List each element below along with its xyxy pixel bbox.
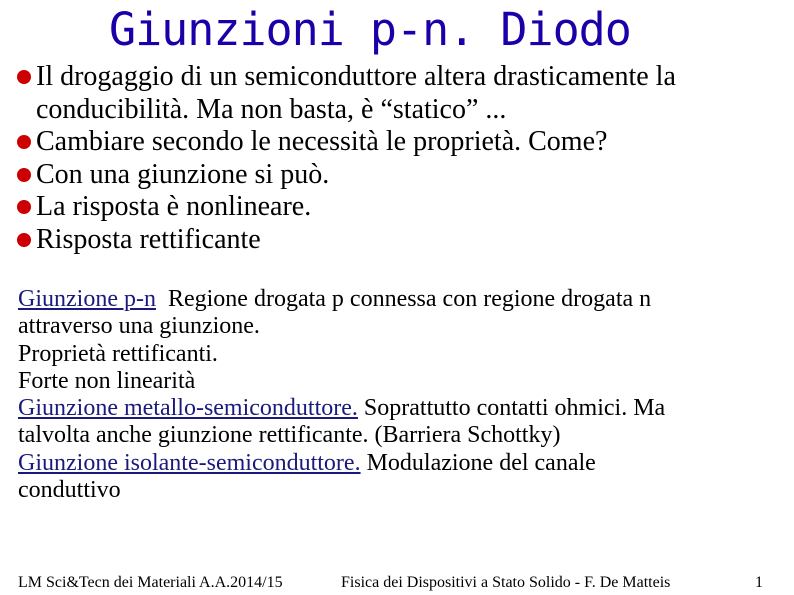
nonlinear-line: Forte non linearità (18, 367, 196, 394)
insulator-semiconductor-paragraph (18, 450, 683, 505)
insulator-semiconductor-term: Giunzione isolante-semiconduttore. (18, 449, 361, 476)
slide-footer (0, 574, 794, 594)
bullet-dot-icon (17, 200, 31, 214)
bullet-item (14, 126, 794, 159)
metal-semiconductor-text: Soprattutto contatti ohmici. Ma talvolta anche giunzione rettificante. (Barriera Schottky) (18, 395, 666, 449)
bullet-text: Con una giunzione si può. (36, 158, 330, 190)
pn-junction-term: Giunzione p-n (18, 286, 156, 312)
bullet-item (14, 61, 794, 126)
metal-semiconductor-term: Giunzione metallo-semiconduttore. (18, 395, 358, 422)
rectifying-line: Proprietà rettificanti. (18, 340, 218, 367)
slide-title: Giunzioni p-n. Diodo (109, 3, 631, 56)
bullet-text: Cambiare secondo le necessità le proprietà. Come? (36, 126, 608, 157)
bullet-text: Il drogaggio di un semiconduttore altera drasticamente la conducibilità. Ma non basta, è “statico” ... (36, 61, 676, 125)
bullet-item (14, 159, 794, 192)
bullet-list (14, 61, 794, 256)
bullet-dot-icon (17, 70, 31, 84)
bullet-dot-icon (17, 168, 31, 182)
bullet-text: La risposta è nonlineare. (36, 191, 312, 222)
bullet-text: Risposta rettificante (36, 223, 261, 255)
bullet-dot-icon (17, 135, 31, 149)
pn-junction-text: Regione drogata p connessa con regione drogata n attraverso una giunzione. (18, 286, 658, 340)
footer-course: LM Sci&Tecn dei Materiali A.A.2014/15 (18, 574, 283, 591)
bullet-item (14, 191, 794, 224)
pn-junction-paragraph (18, 286, 683, 341)
insulator-semiconductor-text: Modulazione del canale conduttivo (18, 449, 596, 504)
bullet-dot-icon (17, 233, 31, 247)
metal-semiconductor-paragraph (18, 395, 683, 450)
footer-author: Fisica dei Dispositivi a Stato Solido - F. De Matteis (341, 574, 671, 591)
bullet-item (14, 224, 794, 257)
definitions-box (18, 286, 683, 504)
page-number: 1 (755, 574, 763, 591)
